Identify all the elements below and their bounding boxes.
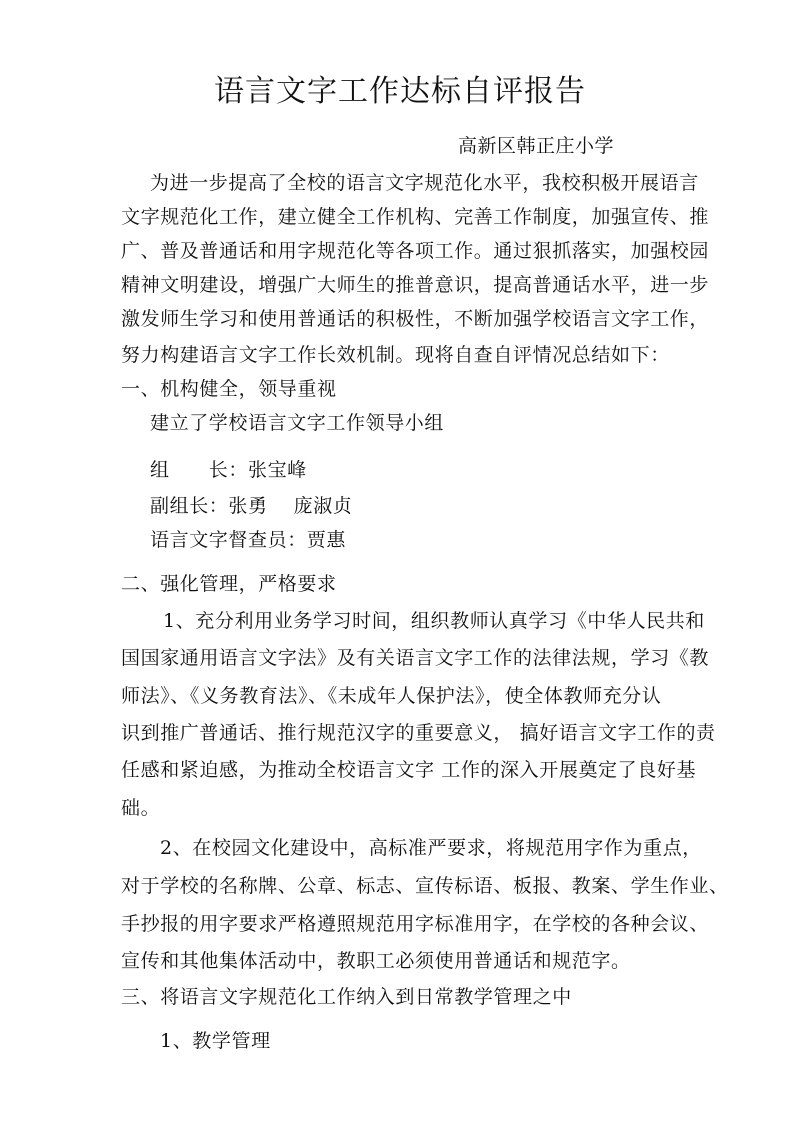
section2-p2-line: 对于学校的名称牌、公章、标志、宣传标语、板报、教案、学生作业、 [121, 875, 729, 897]
section1-line: 建立了学校语言文字工作领导小组 [150, 412, 445, 434]
inspector-row: 语言文字督查员：贾惠 [150, 529, 347, 551]
intro-line: 激发师生学习和使用普通话的积极性，不断加强学校语言文字工作， [121, 308, 710, 330]
section2-p1-line: 础。 [121, 797, 161, 819]
section2-p2-line: 手抄报的用字要求严格遵照规范用字标准用字，在学校的各种会议、 [121, 913, 710, 935]
section-heading: 二、强化管理，严格要求 [121, 573, 337, 595]
page-title: 语言文字工作达标自评报告 [214, 74, 586, 109]
intro-line: 精神文明建设，增强广大师生的推普意识，提高普通话水平，进一步 [121, 274, 710, 296]
deputy-name: 张勇 [228, 495, 268, 517]
section2-p1-line: 识到推广普通话、推行规范汉字的重要意义， 搞好语言文字工作的责 [121, 722, 716, 744]
intro-line: 广、普及普通话和用字规范化等各项工作。通过狠抓落实，加强校园 [121, 240, 710, 262]
section2-p1-line: 1、充分利用业务学习时间，组织教师认真学习《中华人民共和 [163, 610, 705, 632]
intro-line: 努力构建语言文字工作长效机制。现将自查自评情况总结如下： [121, 344, 670, 366]
leader-name: 张宝峰 [248, 459, 307, 481]
section2-p2-line: 宣传和其他集体活动中，教职工必须使用普通话和规范字。 [121, 950, 631, 972]
section-heading: 一、机构健全，领导重视 [121, 378, 337, 400]
school-name: 高新区韩正庄小学 [458, 135, 615, 157]
deputy-label: 副组长： [150, 495, 229, 517]
intro-line: 为进一步提高了全校的语言文字规范化水平，我校积极开展语言 [150, 172, 699, 194]
section-heading: 三、将语言文字规范化工作纳入到日常教学管理之中 [121, 986, 572, 1008]
leader-label: 组 长： [150, 459, 249, 481]
deputy-name: 庞淑贞 [293, 495, 353, 517]
section2-p2-line: 2、在校园文化建设中，高标准严要求，将规范用字作为重点， [160, 837, 702, 859]
subsection-heading: 1、教学管理 [160, 1030, 271, 1052]
section2-p1-line: 国国家通用语言文字法》及有关语言文字工作的法律法规，学习《教 [121, 647, 710, 669]
section2-p1-line: 师法》、《义务教育法》、《未成年人保护法》，使全体教师充分认 [121, 685, 662, 707]
deputy-row [150, 494, 352, 518]
intro-line: 文字规范化工作，建立健全工作机构、完善工作制度，加强宣传、推 [121, 206, 710, 228]
leader-row [150, 458, 307, 482]
section2-p1-line: 任感和紧迫感，为推动全校语言文字 工作的深入开展奠定了良好基 [121, 759, 697, 781]
